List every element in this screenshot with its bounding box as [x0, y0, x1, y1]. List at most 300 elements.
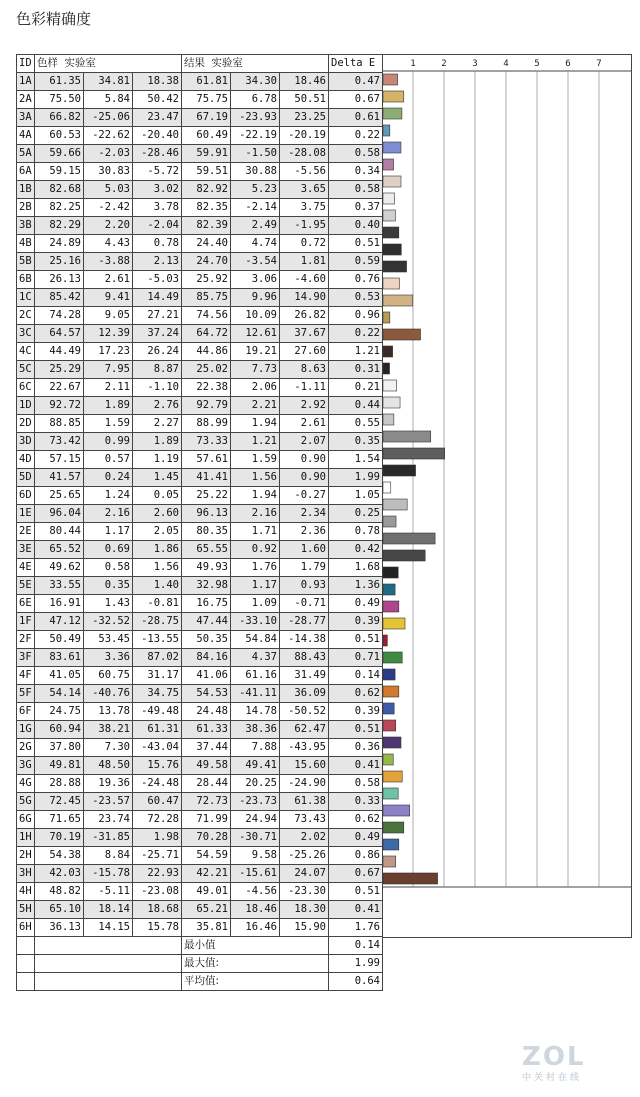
result-value: 65.21 [182, 901, 231, 919]
sample-value: 24.75 [35, 703, 84, 721]
result-value: 49.41 [231, 757, 280, 775]
zol-watermark [522, 1044, 586, 1083]
sample-value: 85.42 [35, 289, 84, 307]
delta-e-value: 0.59 [329, 253, 383, 271]
row-id: 5B [17, 253, 35, 271]
sample-value: 50.42 [133, 91, 182, 109]
table-row [17, 433, 383, 451]
bar-2A [383, 91, 404, 102]
sample-value: 59.66 [35, 145, 84, 163]
sample-value: 1.59 [84, 415, 133, 433]
sample-value: 61.35 [35, 73, 84, 91]
result-value: 25.02 [182, 361, 231, 379]
delta-e-value: 0.58 [329, 181, 383, 199]
sample-value: 14.49 [133, 289, 182, 307]
row-id: 3E [17, 541, 35, 559]
result-value: 2.07 [280, 433, 329, 451]
row-id: 1E [17, 505, 35, 523]
result-value: 28.44 [182, 775, 231, 793]
sample-value: 1.86 [133, 541, 182, 559]
result-value: -33.10 [231, 613, 280, 631]
bar-6D [383, 465, 416, 476]
result-value: 82.35 [182, 199, 231, 217]
result-value: 50.35 [182, 631, 231, 649]
bar-2G [383, 703, 394, 714]
result-value: -3.54 [231, 253, 280, 271]
result-value: 38.36 [231, 721, 280, 739]
sample-value: 60.53 [35, 127, 84, 145]
sample-value: 23.47 [133, 109, 182, 127]
delta-e-value: 0.37 [329, 199, 383, 217]
result-value: 1.17 [231, 577, 280, 595]
sample-value: 83.61 [35, 649, 84, 667]
table-row [17, 361, 383, 379]
summary-label: 平均值: [182, 973, 329, 991]
result-value: 1.21 [231, 433, 280, 451]
delta-e-value: 0.39 [329, 703, 383, 721]
sample-value: -24.48 [133, 775, 182, 793]
bar-5A [383, 142, 401, 153]
result-value: 0.90 [280, 451, 329, 469]
delta-e-value: 1.99 [329, 469, 383, 487]
sample-value: 0.58 [84, 559, 133, 577]
bar-4E [383, 533, 435, 544]
watermark-subtitle: 中关村在线 [522, 1073, 583, 1083]
result-value: 67.19 [182, 109, 231, 127]
x-tick-label: 6 [565, 59, 571, 69]
result-value: 61.81 [182, 73, 231, 91]
sample-value: 1.89 [133, 433, 182, 451]
row-id: 3D [17, 433, 35, 451]
result-value: 73.43 [280, 811, 329, 829]
result-value: 34.30 [231, 73, 280, 91]
sample-value: 4.43 [84, 235, 133, 253]
sample-value: 18.14 [84, 901, 133, 919]
table-row [17, 505, 383, 523]
sample-value: 2.13 [133, 253, 182, 271]
result-value: 42.21 [182, 865, 231, 883]
sample-value: 17.23 [84, 343, 133, 361]
delta-e-value: 0.22 [329, 127, 383, 145]
delta-e-value: 1.76 [329, 919, 383, 937]
table-row [17, 613, 383, 631]
bar-5D [383, 448, 445, 459]
table-row [17, 649, 383, 667]
table-row [17, 397, 383, 415]
sample-value: -2.42 [84, 199, 133, 217]
result-value: 7.73 [231, 361, 280, 379]
delta-e-value: 1.68 [329, 559, 383, 577]
result-value: 18.46 [280, 73, 329, 91]
delta-e-value: 0.49 [329, 595, 383, 613]
delta-e-value: 0.76 [329, 271, 383, 289]
delta-e-value: 0.34 [329, 163, 383, 181]
result-value: 1.60 [280, 541, 329, 559]
result-value: 24.48 [182, 703, 231, 721]
result-value: 0.93 [280, 577, 329, 595]
result-value: -4.56 [231, 883, 280, 901]
sample-value: 65.10 [35, 901, 84, 919]
bar-1B [383, 176, 401, 187]
header-id: ID [17, 55, 35, 73]
sample-value: 54.38 [35, 847, 84, 865]
delta-e-value: 0.14 [329, 667, 383, 685]
watermark-logo: ZOL [522, 1042, 586, 1072]
delta-e-value: 0.40 [329, 217, 383, 235]
result-value: 72.73 [182, 793, 231, 811]
sample-value: 15.76 [133, 757, 182, 775]
bar-1C [383, 278, 399, 289]
result-value: 65.55 [182, 541, 231, 559]
sample-value: 0.57 [84, 451, 133, 469]
result-value: 1.94 [231, 415, 280, 433]
result-value: -14.38 [280, 631, 329, 649]
delta-e-value: 0.96 [329, 307, 383, 325]
sample-value: 2.11 [84, 379, 133, 397]
result-value: 8.63 [280, 361, 329, 379]
table-row [17, 253, 383, 271]
row-id: 4B [17, 235, 35, 253]
sample-value: 82.29 [35, 217, 84, 235]
result-value: -43.95 [280, 739, 329, 757]
bar-3D [383, 414, 394, 425]
sample-value: 64.57 [35, 325, 84, 343]
sample-value: 1.89 [84, 397, 133, 415]
sample-value: 60.47 [133, 793, 182, 811]
result-value: -30.71 [231, 829, 280, 847]
result-value: 84.16 [182, 649, 231, 667]
row-id: 3B [17, 217, 35, 235]
row-id: 4A [17, 127, 35, 145]
sample-value: 18.38 [133, 73, 182, 91]
summary-blank-sample [35, 973, 182, 991]
result-value: 1.94 [231, 487, 280, 505]
result-value: 2.21 [231, 397, 280, 415]
sample-value: 49.62 [35, 559, 84, 577]
result-value: 85.75 [182, 289, 231, 307]
sample-value: 60.94 [35, 721, 84, 739]
delta-e-value: 0.71 [329, 649, 383, 667]
sample-value: 19.36 [84, 775, 133, 793]
result-value: 18.30 [280, 901, 329, 919]
summary-value: 0.14 [329, 937, 383, 955]
result-value: 2.06 [231, 379, 280, 397]
sample-value: 3.78 [133, 199, 182, 217]
sample-value: 44.49 [35, 343, 84, 361]
sample-value: 30.83 [84, 163, 133, 181]
result-value: 64.72 [182, 325, 231, 343]
table-row [17, 559, 383, 577]
row-id: 2A [17, 91, 35, 109]
result-value: 82.39 [182, 217, 231, 235]
sample-value: -3.88 [84, 253, 133, 271]
result-value: 71.99 [182, 811, 231, 829]
delta-e-value: 0.61 [329, 109, 383, 127]
sample-value: 70.19 [35, 829, 84, 847]
sample-value: -23.57 [84, 793, 133, 811]
bar-3H [383, 822, 404, 833]
sample-value: 73.42 [35, 433, 84, 451]
result-value: -23.30 [280, 883, 329, 901]
sample-value: 9.05 [84, 307, 133, 325]
result-value: 25.22 [182, 487, 231, 505]
sample-value: 25.16 [35, 253, 84, 271]
result-value: 2.61 [280, 415, 329, 433]
table-row [17, 901, 383, 919]
bar-4H [383, 839, 399, 850]
row-id: 6C [17, 379, 35, 397]
result-value: 54.84 [231, 631, 280, 649]
result-value: -15.61 [231, 865, 280, 883]
result-value: 0.92 [231, 541, 280, 559]
bar-5B [383, 244, 401, 255]
x-tick-label: 3 [472, 59, 478, 69]
delta-e-value: 0.58 [329, 775, 383, 793]
sample-value: 61.31 [133, 721, 182, 739]
result-value: 19.21 [231, 343, 280, 361]
sample-value: 8.84 [84, 847, 133, 865]
result-value: 35.81 [182, 919, 231, 937]
x-tick-label: 1 [410, 59, 416, 69]
table-row [17, 883, 383, 901]
row-id: 4F [17, 667, 35, 685]
table-row [17, 595, 383, 613]
result-value: 1.71 [231, 523, 280, 541]
result-value: -4.60 [280, 271, 329, 289]
bar-4C [383, 329, 421, 340]
result-value: 41.41 [182, 469, 231, 487]
sample-value: -32.52 [84, 613, 133, 631]
sample-value: 47.12 [35, 613, 84, 631]
bar-1H [383, 788, 398, 799]
row-id: 2D [17, 415, 35, 433]
summary-label: 最大值: [182, 955, 329, 973]
sample-value: 96.04 [35, 505, 84, 523]
table-row [17, 271, 383, 289]
result-value: 4.74 [231, 235, 280, 253]
delta-e-value: 0.62 [329, 811, 383, 829]
row-id: 1F [17, 613, 35, 631]
result-value: 1.76 [231, 559, 280, 577]
sample-value: 1.24 [84, 487, 133, 505]
table-row [17, 667, 383, 685]
table-row [17, 415, 383, 433]
row-id: 1H [17, 829, 35, 847]
row-id: 3G [17, 757, 35, 775]
result-value: 12.61 [231, 325, 280, 343]
delta-e-value: 0.86 [329, 847, 383, 865]
result-value: -2.14 [231, 199, 280, 217]
sample-value: -25.71 [133, 847, 182, 865]
bar-1E [383, 482, 391, 493]
result-value: 37.44 [182, 739, 231, 757]
sample-value: 1.43 [84, 595, 133, 613]
result-value: 2.02 [280, 829, 329, 847]
result-value: 22.38 [182, 379, 231, 397]
table-row [17, 631, 383, 649]
sample-value: 80.44 [35, 523, 84, 541]
row-id: 5D [17, 469, 35, 487]
sample-value: 82.68 [35, 181, 84, 199]
result-value: 50.51 [280, 91, 329, 109]
color-accuracy-table [16, 54, 383, 991]
table-row [17, 487, 383, 505]
result-value: -0.27 [280, 487, 329, 505]
sample-value: 31.17 [133, 667, 182, 685]
row-id: 6E [17, 595, 35, 613]
delta-e-value: 0.51 [329, 235, 383, 253]
sample-value: 88.85 [35, 415, 84, 433]
bar-6G [383, 771, 402, 782]
sample-value: 65.52 [35, 541, 84, 559]
sample-value: 71.65 [35, 811, 84, 829]
row-id: 6D [17, 487, 35, 505]
bar-2D [383, 397, 400, 408]
summary-blank-sample [35, 937, 182, 955]
table-row [17, 109, 383, 127]
delta-e-value: 0.67 [329, 91, 383, 109]
result-value: -20.19 [280, 127, 329, 145]
row-id: 2F [17, 631, 35, 649]
result-value: 59.91 [182, 145, 231, 163]
bar-2C [383, 295, 413, 306]
delta-e-value: 0.22 [329, 325, 383, 343]
result-value: 24.70 [182, 253, 231, 271]
result-value: 7.88 [231, 739, 280, 757]
sample-value: 8.87 [133, 361, 182, 379]
delta-e-value: 0.55 [329, 415, 383, 433]
result-value: 61.33 [182, 721, 231, 739]
delta-e-value: 0.51 [329, 883, 383, 901]
result-value: 96.13 [182, 505, 231, 523]
bar-6H [383, 873, 438, 884]
sample-value: 22.67 [35, 379, 84, 397]
result-value: 80.35 [182, 523, 231, 541]
row-id: 3H [17, 865, 35, 883]
result-value: 73.33 [182, 433, 231, 451]
x-tick-label: 4 [503, 59, 509, 69]
result-value: 5.23 [231, 181, 280, 199]
result-value: 3.75 [280, 199, 329, 217]
delta-e-value: 0.51 [329, 631, 383, 649]
sample-value: 36.13 [35, 919, 84, 937]
result-value: 24.40 [182, 235, 231, 253]
result-value: -23.93 [231, 109, 280, 127]
sample-value: 5.84 [84, 91, 133, 109]
sample-value: -28.46 [133, 145, 182, 163]
row-id: 2G [17, 739, 35, 757]
delta-e-value: 0.31 [329, 361, 383, 379]
bar-3F [383, 618, 405, 629]
row-id: 5E [17, 577, 35, 595]
bar-6E [383, 567, 398, 578]
result-value: 15.90 [280, 919, 329, 937]
result-value: 61.16 [231, 667, 280, 685]
sample-value: 1.19 [133, 451, 182, 469]
sample-value: 87.02 [133, 649, 182, 667]
result-value: 61.38 [280, 793, 329, 811]
sample-value: 72.28 [133, 811, 182, 829]
sample-value: -28.75 [133, 613, 182, 631]
sample-value: 26.13 [35, 271, 84, 289]
table-row [17, 865, 383, 883]
sample-value: -13.55 [133, 631, 182, 649]
sample-value: 34.75 [133, 685, 182, 703]
bar-3B [383, 210, 395, 221]
delta-e-value: 0.53 [329, 289, 383, 307]
row-id: 3C [17, 325, 35, 343]
summary-blank-id [17, 973, 35, 991]
bar-1G [383, 686, 399, 697]
sample-value: 0.35 [84, 577, 133, 595]
result-value: -5.56 [280, 163, 329, 181]
result-value: 24.07 [280, 865, 329, 883]
summary-row [17, 973, 383, 991]
result-value: 23.25 [280, 109, 329, 127]
result-value: 30.88 [231, 163, 280, 181]
bar-4F [383, 635, 387, 646]
bar-3G [383, 720, 396, 731]
row-id: 1A [17, 73, 35, 91]
row-id: 4G [17, 775, 35, 793]
result-value: -22.19 [231, 127, 280, 145]
delta-e-value: 1.36 [329, 577, 383, 595]
table-row [17, 145, 383, 163]
summary-blank-id [17, 937, 35, 955]
sample-value: 48.50 [84, 757, 133, 775]
sample-value: -25.06 [84, 109, 133, 127]
result-value: -0.71 [280, 595, 329, 613]
bar-4G [383, 737, 401, 748]
sample-value: 5.03 [84, 181, 133, 199]
table-row [17, 829, 383, 847]
result-value: 44.86 [182, 343, 231, 361]
result-value: 9.58 [231, 847, 280, 865]
summary-row [17, 937, 383, 955]
bar-5H [383, 856, 396, 867]
sample-value: 41.05 [35, 667, 84, 685]
row-id: 5C [17, 361, 35, 379]
result-value: 32.98 [182, 577, 231, 595]
sample-value: 24.89 [35, 235, 84, 253]
result-value: 3.06 [231, 271, 280, 289]
bar-2B [383, 193, 394, 204]
delta-e-value: 0.47 [329, 73, 383, 91]
result-value: 75.75 [182, 91, 231, 109]
delta-e-value: 0.41 [329, 901, 383, 919]
row-id: 2C [17, 307, 35, 325]
sample-value: 2.76 [133, 397, 182, 415]
sample-value: -23.08 [133, 883, 182, 901]
sample-value: 3.02 [133, 181, 182, 199]
sample-value: 15.78 [133, 919, 182, 937]
bar-4D [383, 431, 431, 442]
result-value: 14.78 [231, 703, 280, 721]
result-value: 41.06 [182, 667, 231, 685]
summary-value: 1.99 [329, 955, 383, 973]
sample-value: 59.15 [35, 163, 84, 181]
sample-value: -20.40 [133, 127, 182, 145]
sample-value: -31.85 [84, 829, 133, 847]
sample-value: 0.99 [84, 433, 133, 451]
delta-e-value: 0.44 [329, 397, 383, 415]
bar-4B [383, 227, 399, 238]
delta-e-value: 0.58 [329, 145, 383, 163]
table-row [17, 793, 383, 811]
sample-value: 18.68 [133, 901, 182, 919]
table-row [17, 577, 383, 595]
sample-value: -5.72 [133, 163, 182, 181]
